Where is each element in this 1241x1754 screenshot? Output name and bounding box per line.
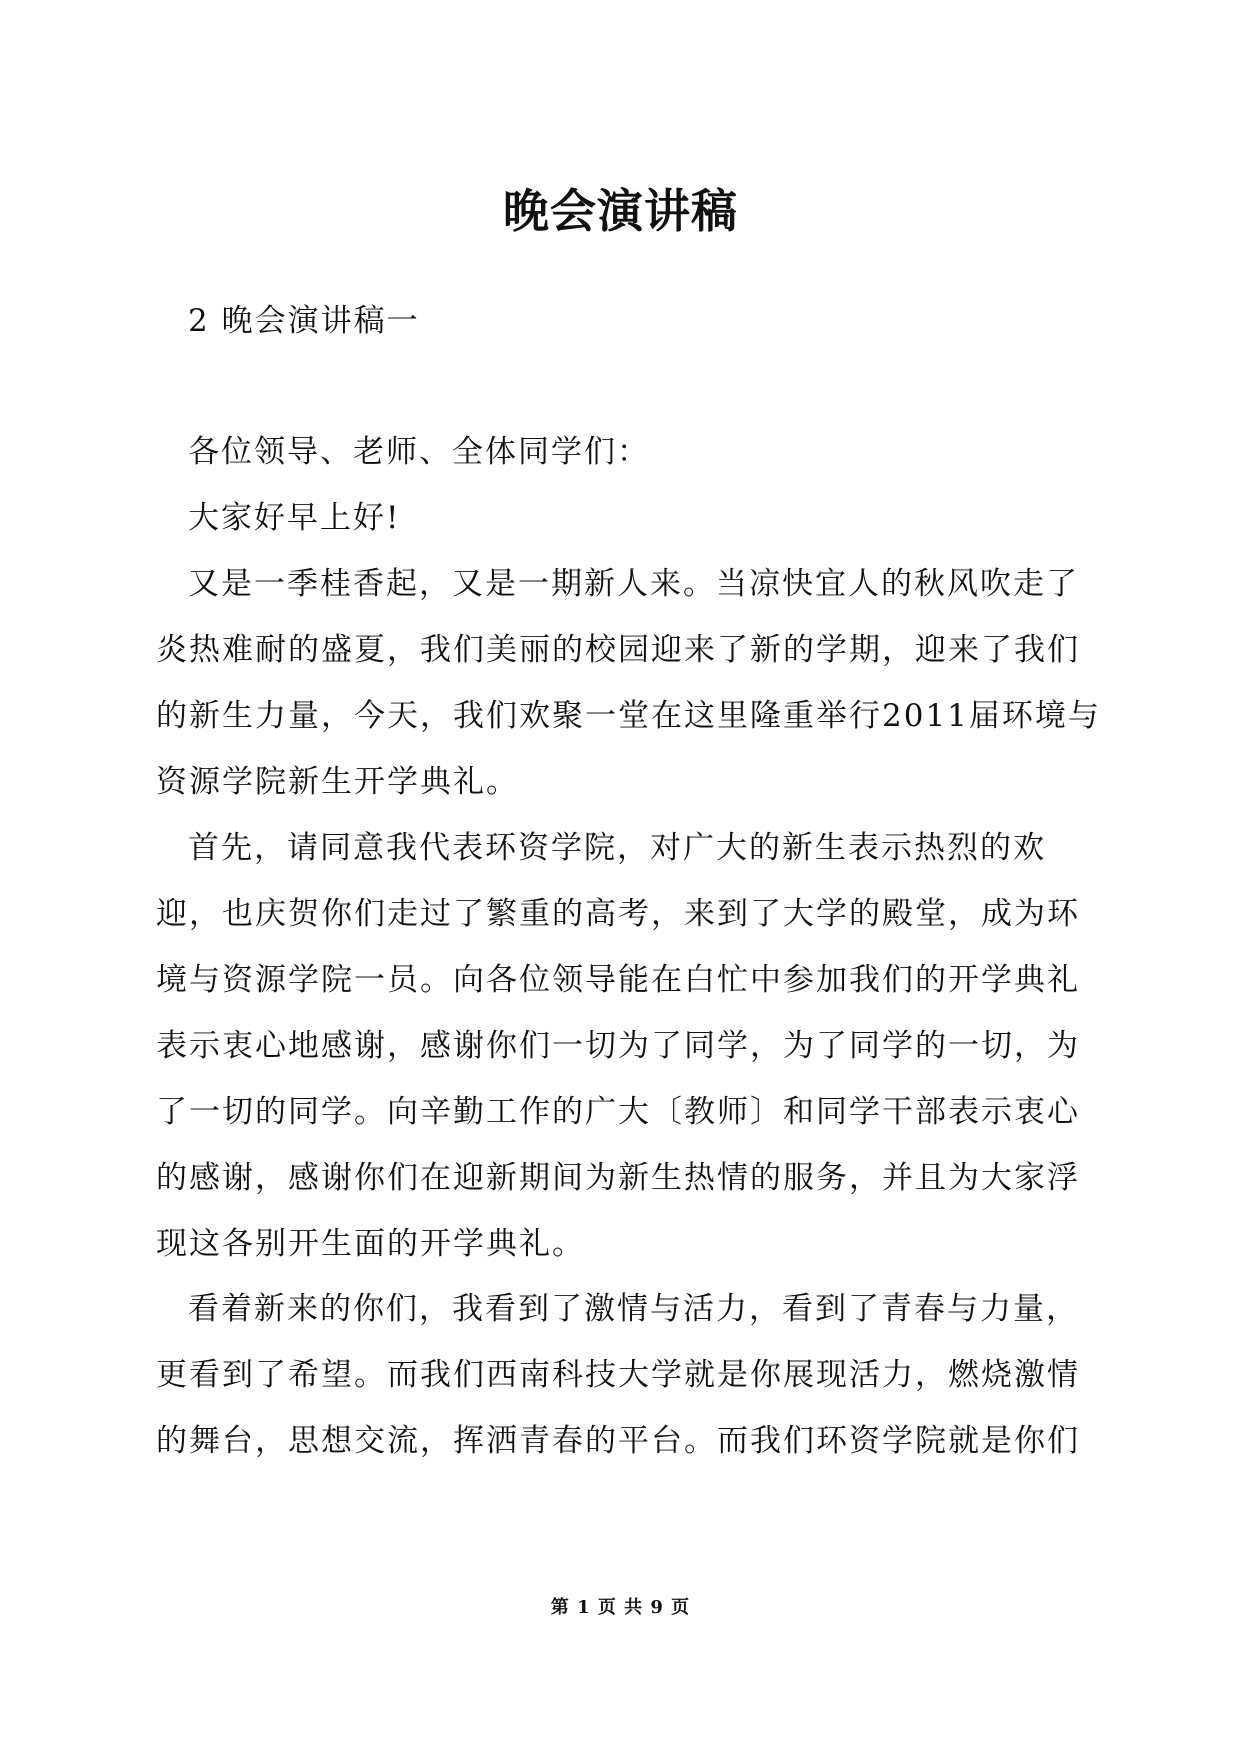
paragraph-greeting: 大家好早上好! [188,500,401,536]
paragraph-opening: 又是一季桂香起，又是一期新人来。当凉快宜人的秋风吹走了炎热难耐的盛夏，我们美丽的校园迎来了新的学期，迎来了我们的新生力量，今天，我们欢聚一堂在这里隆重举行2011届环境与资源学院新生开学典礼。 [156,566,1101,800]
paragraph-hope: 看着新来的你们，我看到了激情与活力，看到了青春与力量，更看到了希望。而我们西南科技大学就是你展现活力，燃烧激情的舞台，思想交流，挥洒青春的平台。而我们环资学院就是你们 [156,1291,1080,1459]
document-title: 晚会演讲稿 [503,184,738,238]
paragraph-salutation: 各位领导、老师、全体同学们： [188,434,650,470]
paragraph-welcome: 首先，请同意我代表环资学院，对广大的新生表示热烈的欢迎，也庆贺你们走过了繁重的高考，来到了大学的殿堂，成为环境与资源学院一员。向各位领导能在白忙中参加我们的开学典礼表示衷心地感谢，感谢你们一切为了同学，为了同学的一切，为了一切的同学。向辛勤工作的广大〔教师〕和同学干部表示衷心的感谢，感谢你们在迎新期间为新生热情的服务，并且为大家浮现这各别开生面的开学典礼。 [156,830,1080,1262]
page-footer: 第 1 页 共 9 页 [550,1597,691,1618]
section-heading: 2 晚会演讲稿一 [188,303,420,339]
